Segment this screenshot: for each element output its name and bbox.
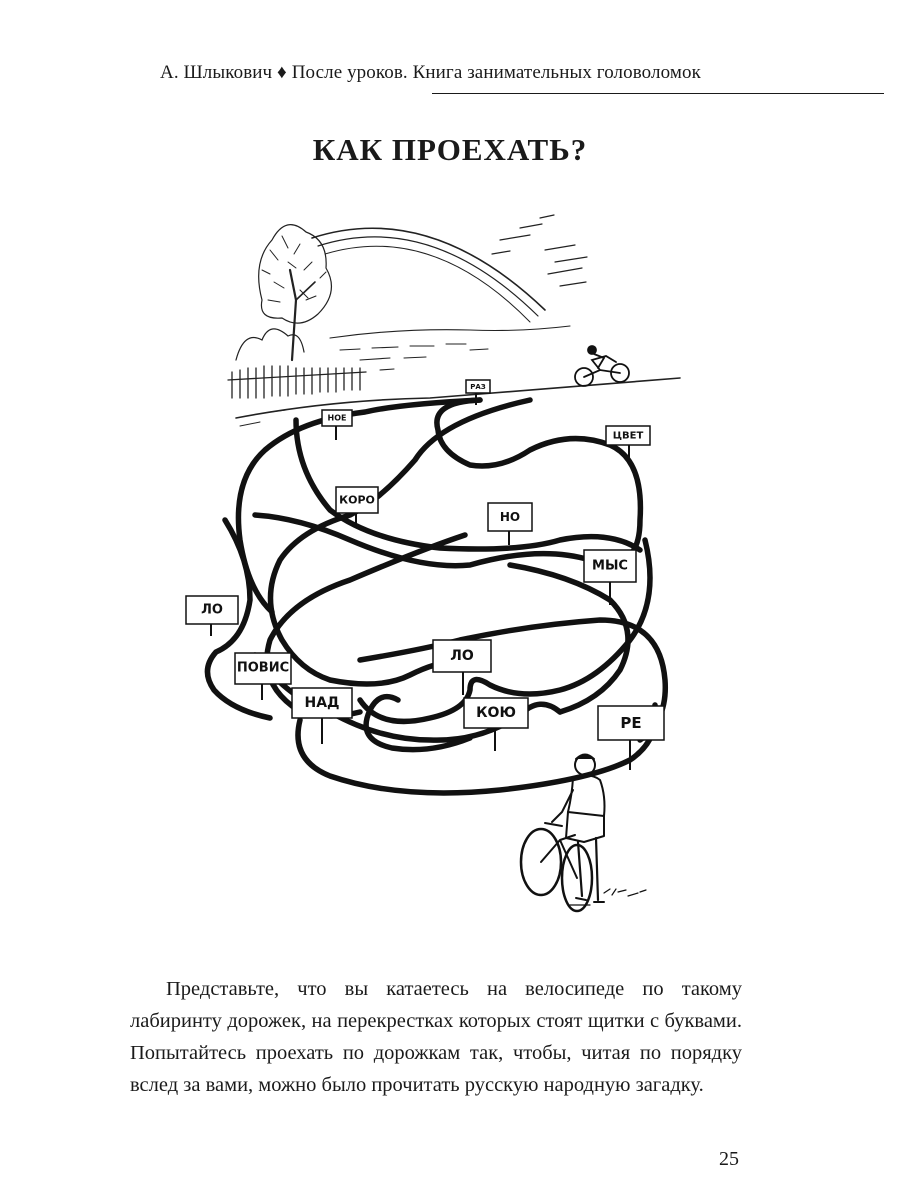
sign-label: НО — [499, 510, 521, 524]
landscape-scene — [228, 215, 680, 426]
sign-raz — [466, 380, 490, 393]
sign-label: ЛО — [201, 602, 223, 618]
sign-koro — [336, 487, 378, 513]
sign-koyu — [464, 698, 528, 728]
sign-label: МЫС — [592, 558, 628, 574]
header-rule — [432, 93, 884, 94]
sign-label: КОРО — [339, 493, 375, 507]
sign-lo-mid — [433, 640, 491, 672]
sign-label: РАЗ — [470, 383, 486, 391]
sign-re — [598, 706, 664, 740]
page-number: 25 — [719, 1148, 739, 1170]
sign-povis — [235, 653, 291, 684]
sign-label: НОЕ — [327, 413, 347, 423]
maze-paths — [207, 400, 665, 793]
running-head: А. Шлыкович ♦ После уроков. Книга занимательных головоломок — [160, 62, 701, 83]
sign-label: ЦВЕТ — [612, 430, 644, 442]
cyclist-top-figure — [575, 346, 629, 386]
maze-illustration — [170, 205, 710, 925]
puzzle-description: Представьте, что вы катаетесь на велосипеде по такому лабиринту дорожек, на перекрестках которых стоят щитки с буквами. Попытайтесь проехать по дорожкам так, чтобы, читая по порядку вслед за вами, можно было прочитать русскую народную загадку. — [130, 977, 742, 1096]
sign-label: РЕ — [620, 714, 642, 732]
sign-mys — [584, 550, 636, 582]
sign-label: НАД — [304, 695, 340, 711]
sign-label: ЛО — [450, 648, 474, 664]
sign-cvet — [606, 426, 650, 445]
sign-label: КОЮ — [476, 705, 516, 721]
sign-label: ПОВИС — [236, 660, 290, 676]
sign-nad — [292, 688, 352, 718]
page-title: КАК ПРОЕХАТЬ? — [312, 132, 588, 167]
sign-no — [488, 503, 532, 531]
sign-lo-left — [186, 596, 238, 624]
sign-noe — [322, 410, 352, 426]
